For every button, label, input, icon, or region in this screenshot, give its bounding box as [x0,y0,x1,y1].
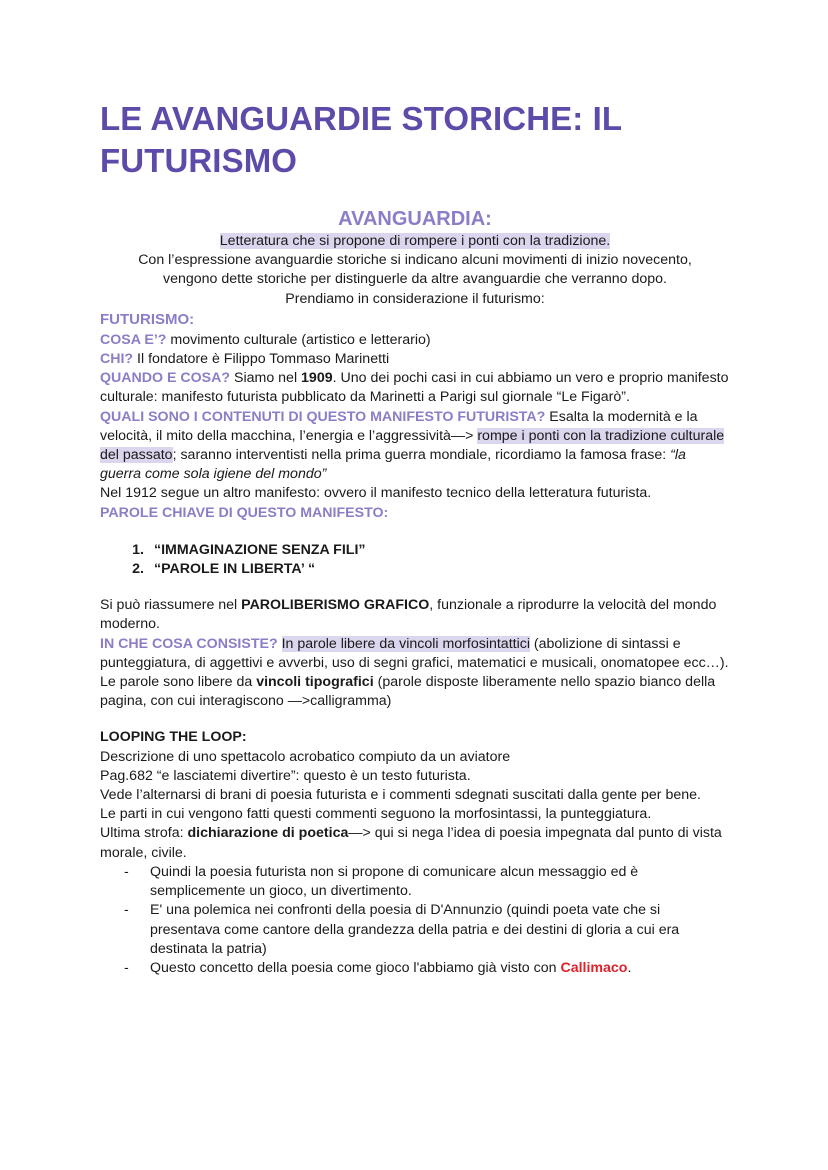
quando-text-pre: Siamo nel [230,370,302,387]
futurismo-heading: FUTURISMO: [100,310,195,328]
intro-line-3: Prendiamo in considerazione il futurismo: [285,290,545,307]
keywords-list [100,541,730,579]
document-title: LE AVANGUARDIE STORICHE: IL FUTURISMO [100,100,622,179]
nel-1912-paragraph: Nel 1912 segue un altro manifesto: ovvero il manifesto tecnico della letteratura futurista. [100,485,652,502]
quali-highlight: rompe i ponti con la tradizione culturale del passato [100,427,725,464]
keyword-text: “IMMAGINAZIONE SENZA FILI” [154,541,366,558]
paroliberismo-paragraph [100,596,730,634]
quali-quote: “la guerra come sola igiene del mondo” [100,447,686,483]
consiste-label: IN CHE COSA CONSISTE? [100,635,278,652]
dash-bullet-icon: - [124,959,129,976]
looping-block [100,728,730,862]
keyword-item [100,541,730,560]
dash-bullet-icon: - [124,863,129,880]
chi-text: Il fondatore è Filippo Tommaso Marinetti [133,351,390,368]
keyword-item [100,560,730,579]
bullet-text [150,959,730,978]
bullet-text-pre: Questo concetto della poesia come gioco l'abbiamo già visto con [150,959,561,976]
keyword-number: 1. [132,541,144,558]
intro-block [100,232,730,309]
consiste-paragraph [100,635,730,712]
looping-line-4: Le parti in cui vengono fatti questi commenti seguono la morfosintassi, la punteggiatura. [100,806,652,823]
quando-label: QUANDO E COSA? [100,370,231,387]
looping-line-5-bold: dichiarazione di poetica [187,825,349,842]
intro-definition [100,232,730,251]
bullet-item [100,959,730,978]
quali-paragraph [100,408,730,485]
parole-chiave-label: PAROLE CHIAVE DI QUESTO MANIFESTO: [100,504,389,521]
paroliberismo-pre: Si può riassumere nel [100,597,242,614]
bullet-text: Quindi la poesia futurista non si propone di comunicare alcun messaggio ed è semplicemente un gioco, un divertimento. [150,863,639,900]
paroliberismo-post: , funzionale a riprodurre la velocità del mondo moderno. [100,597,717,633]
quando-year: 1909 [301,370,333,387]
chi-paragraph [100,350,730,369]
quali-text-pre: Esalta la modernità e la velocità, il mito della macchina, l’energia e l’aggressività—> [100,408,698,444]
cosa-text: movimento culturale (artistico e letterario) [166,331,431,348]
cosa-label: COSA E’? [100,331,167,348]
bullet-text-post: . [627,959,632,976]
bullet-item [100,863,730,901]
spacer [100,579,730,596]
looping-line-5-post: —> qui si nega l’idea di poesia impegnata dal punto di vista morale, civile. [100,825,722,861]
consiste-highlight: In parole libere da vincoli morfosintattici [281,635,530,652]
consiste-bold: vincoli tipografici [256,674,374,691]
quali-text-post: ; saranno interventisti nella prima guerra mondiale, ricordiamo la famosa frase: [172,447,671,464]
cosa-paragraph [100,331,730,350]
looping-line-3: Vede l’alternarsi di brani di poesia futurista e i commenti sdegnati suscitati dalla gente per bene. [100,787,701,804]
looping-line-1: Descrizione di uno spettacolo acrobatico compiuto da un aviatore [100,748,511,765]
callimaco-highlight: Callimaco [560,959,628,976]
futurismo-block [100,331,730,523]
intro-line-1: Con l’espressione avanguardie storiche si indicano alcuni movimenti di inizio novecento, [138,252,692,269]
quali-label: QUALI SONO I CONTENUTI DI QUESTO MANIFESTO FUTURISTA? [100,408,546,425]
consiste-text-post: (parole disposte liberamente nello spazio bianco della pagina, con cui interagiscono —>calligramma) [100,674,716,710]
bullet-list [100,863,730,978]
quando-text-post: . Uno dei pochi casi in cui abbiamo un vero e proprio manifesto culturale: manifesto futurista pubblicato da Marinetti a Parigi sul giornale “Le Figarò”. [100,370,729,406]
looping-line-5-pre: Ultima strofa: [100,825,188,842]
looping-line-5 [100,824,730,862]
dash-bullet-icon: - [124,902,129,919]
section-subtitle-avanguardia: AVANGUARDIA: [338,208,492,230]
keyword-number: 2. [132,561,144,578]
highlighted-definition: Letteratura che si propone di rompere i ponti con la tradizione. [219,233,611,249]
keyword-text: “PAROLE IN LIBERTA’ “ [154,561,316,578]
paroliberismo-bold: PAROLIBERISMO GRAFICO [241,597,430,614]
document-page [100,98,730,978]
looping-line-2: Pag.682 “e lasciatemi divertire”: questo è un testo futurista. [100,767,471,784]
chi-label: CHI? [100,351,134,368]
quando-paragraph [100,369,730,407]
consiste-text-pre: (abolizione di sintassi e punteggiatura, di aggettivi e avverbi, uso di segni grafici, matematici e musicali, onomatopee ecc…). Le parole sono libere da [100,635,729,691]
intro-line-2: vengono dette storiche per distinguerle da altre avanguardie che verranno dopo. [163,271,667,288]
bullet-text: E' una polemica nei confronti della poesia di D'Annunzio (quindi poeta vate che si presentava come cantore della grandezza della patria e dei destini di gloria a cui era destinata la patria) [150,902,680,957]
looping-heading: LOOPING THE LOOP: [100,729,247,746]
spacer [100,711,730,728]
parole-chiave-paragraph [100,504,730,523]
bullet-item [100,901,730,959]
